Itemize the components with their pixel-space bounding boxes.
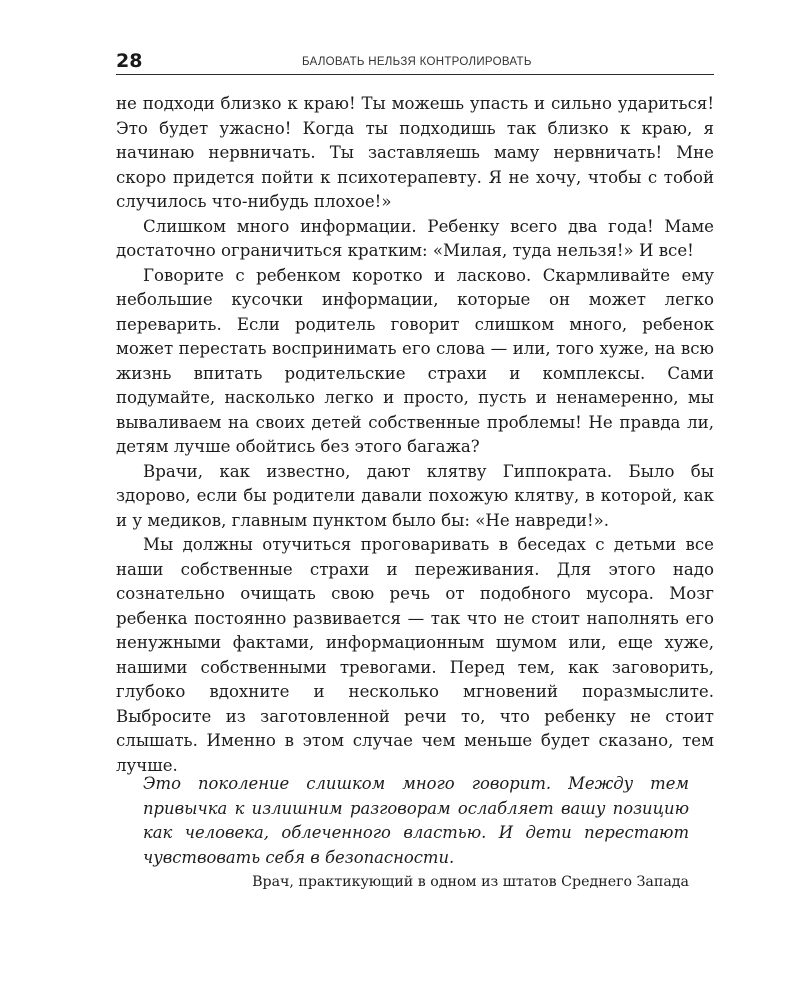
- page-header: [116, 50, 714, 75]
- paragraph: Врачи, как известно, дают клятву Гиппократа. Было бы здорово, если бы родители давали похожую клятву, в которой, как и у медиков, главным пунктом было бы: «Не навреди!».: [116, 461, 714, 530]
- body-text: [116, 92, 714, 778]
- paragraph: Говорите с ребенком коротко и ласково. Скармливайте ему небольшие кусочки информации, которые он может легко переварить. Если родитель говорит слишком много, ребенок может перестать воспринимать его слова — или, того хуже, на всю жизнь впитать родительские страхи и комплексы. Сами подумайте, насколько легко и просто, пусть и ненамеренно, мы вываливаем на своих детей собственные проблемы! Не правда ли, детям лучше обойтись без этого багажа?: [116, 265, 714, 456]
- epigraph-quote: Это поколение слишком много говорит. Между тем привычка к излишним разговорам ослабляет вашу позицию как человека, облеченного властью. И дети перестают чувствовать себя в безопасности.: [143, 774, 689, 867]
- paragraph: Мы должны отучиться проговаривать в беседах с детьми все наши собственные страхи и переживания. Для этого надо сознательно очищать свою речь от подобного мусора. Мозг ребенка постоянно развивается — так что не стоит наполнять его ненужными фактами, информационным шумом или, еще хуже, нашими собственными тревогами. Перед тем, как заговорить, глубоко вдохните и несколько мгновений поразмыслите. Выбросите из заготовленной речи то, что ребенку не стоит слышать. Именно в этом случае чем меньше будет сказано, тем лучше.: [116, 535, 714, 775]
- page-number: 28: [116, 50, 143, 72]
- paragraph-continuation: не подходи близко к краю! Ты можешь упасть и сильно удариться! Это будет ужасно! Когда ты подходишь так близко к краю, я начинаю нервничать. Ты заставляешь маму нервничать! Мне скоро придется пойти к психотерапевту. Я не хочу, чтобы с тобой случилось что-нибудь плохое!»: [116, 94, 714, 211]
- quote-attribution: Врач, практикующий в одном из штатов Среднего Запада: [252, 874, 689, 890]
- paragraph: Слишком много информации. Ребенку всего два года! Маме достаточно ограничиться кратким: «Милая, туда нельзя!» И все!: [116, 216, 714, 260]
- running-title: БАЛОВАТЬ НЕЛЬЗЯ КОНТРОЛИРОВАТЬ: [302, 56, 532, 68]
